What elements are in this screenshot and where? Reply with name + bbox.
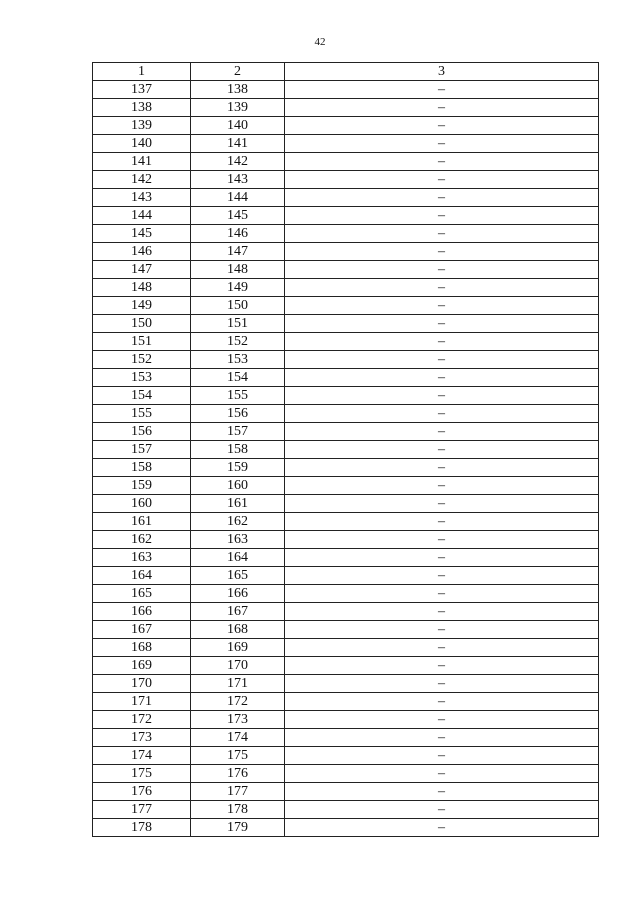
- table-row: [93, 387, 599, 405]
- table-cell-col-2: 153: [191, 351, 285, 369]
- table-cell-col-3: –: [285, 729, 599, 747]
- table-cell-col-1: 173: [93, 729, 191, 747]
- table-cell-col-1: 153: [93, 369, 191, 387]
- table-cell-col-2: 155: [191, 387, 285, 405]
- table-cell-col-2: 145: [191, 207, 285, 225]
- table-cell-col-1: 163: [93, 549, 191, 567]
- table-cell-col-2: 163: [191, 531, 285, 549]
- table-cell-col-2: 146: [191, 225, 285, 243]
- table-cell-col-2: 156: [191, 405, 285, 423]
- table-cell-col-2: 171: [191, 675, 285, 693]
- table-row: [93, 225, 599, 243]
- table-cell-col-1: 146: [93, 243, 191, 261]
- table-row: [93, 801, 599, 819]
- table-cell-col-1: 165: [93, 585, 191, 603]
- table-cell-col-3: –: [285, 747, 599, 765]
- table-row: [93, 729, 599, 747]
- table-cell-col-1: 164: [93, 567, 191, 585]
- table-cell-col-3: –: [285, 441, 599, 459]
- table-cell-col-2: 161: [191, 495, 285, 513]
- table-cell-col-2: 142: [191, 153, 285, 171]
- table-cell-col-2: 164: [191, 549, 285, 567]
- table-cell-col-1: 150: [93, 315, 191, 333]
- table-cell-col-1: 169: [93, 657, 191, 675]
- table-cell-col-3: –: [285, 117, 599, 135]
- table-cell-col-1: 170: [93, 675, 191, 693]
- table-row: [93, 603, 599, 621]
- table-cell-col-1: 143: [93, 189, 191, 207]
- table-cell-col-3: –: [285, 603, 599, 621]
- table-cell-col-3: –: [285, 351, 599, 369]
- table-row: [93, 765, 599, 783]
- table-cell-col-3: –: [285, 531, 599, 549]
- table-cell-col-2: 141: [191, 135, 285, 153]
- table-row: [93, 585, 599, 603]
- table-cell-col-1: 139: [93, 117, 191, 135]
- table-cell-col-2: 148: [191, 261, 285, 279]
- table-cell-col-1: 176: [93, 783, 191, 801]
- table-cell-col-3: –: [285, 261, 599, 279]
- table-cell-col-2: 166: [191, 585, 285, 603]
- table-row: [93, 81, 599, 99]
- table-cell-col-3: –: [285, 585, 599, 603]
- table-cell-col-1: 174: [93, 747, 191, 765]
- table-row: [93, 423, 599, 441]
- table-row: [93, 189, 599, 207]
- table-header-row: [93, 63, 599, 81]
- table-row: [93, 243, 599, 261]
- table-cell-col-2: 147: [191, 243, 285, 261]
- table-cell-col-3: –: [285, 639, 599, 657]
- table-cell-col-2: 177: [191, 783, 285, 801]
- table-cell-col-3: –: [285, 369, 599, 387]
- table-cell-col-1: 160: [93, 495, 191, 513]
- table-cell-col-1: 175: [93, 765, 191, 783]
- table-cell-col-2: 162: [191, 513, 285, 531]
- column-header-3: 3: [285, 63, 599, 81]
- table-cell-col-2: 143: [191, 171, 285, 189]
- table-cell-col-2: 167: [191, 603, 285, 621]
- table-cell-col-2: 140: [191, 117, 285, 135]
- table-cell-col-3: –: [285, 279, 599, 297]
- table-cell-col-3: –: [285, 315, 599, 333]
- table-row: [93, 171, 599, 189]
- table-cell-col-1: 137: [93, 81, 191, 99]
- table-row: [93, 747, 599, 765]
- table-cell-col-2: 174: [191, 729, 285, 747]
- table-cell-col-1: 171: [93, 693, 191, 711]
- table-cell-col-3: –: [285, 657, 599, 675]
- table-row: [93, 405, 599, 423]
- table-row: [93, 135, 599, 153]
- table-cell-col-3: –: [285, 405, 599, 423]
- table-cell-col-2: 159: [191, 459, 285, 477]
- table-cell-col-3: –: [285, 513, 599, 531]
- table-cell-col-1: 177: [93, 801, 191, 819]
- table-cell-col-3: –: [285, 765, 599, 783]
- table-row: [93, 99, 599, 117]
- table-cell-col-3: –: [285, 549, 599, 567]
- table-row: [93, 567, 599, 585]
- table-row: [93, 513, 599, 531]
- table-row: [93, 819, 599, 837]
- table-cell-col-3: –: [285, 135, 599, 153]
- table-cell-col-1: 141: [93, 153, 191, 171]
- table-cell-col-1: 149: [93, 297, 191, 315]
- table-cell-col-3: –: [285, 477, 599, 495]
- table-cell-col-3: –: [285, 423, 599, 441]
- table-cell-col-1: 138: [93, 99, 191, 117]
- table-cell-col-3: –: [285, 189, 599, 207]
- table-row: [93, 207, 599, 225]
- table-cell-col-3: –: [285, 783, 599, 801]
- table-cell-col-2: 179: [191, 819, 285, 837]
- table-row: [93, 297, 599, 315]
- table-cell-col-3: –: [285, 387, 599, 405]
- table-row: [93, 279, 599, 297]
- table-cell-col-1: 155: [93, 405, 191, 423]
- table-row: [93, 315, 599, 333]
- table-cell-col-3: –: [285, 225, 599, 243]
- table-cell-col-3: –: [285, 495, 599, 513]
- table-cell-col-2: 173: [191, 711, 285, 729]
- table-cell-col-2: 172: [191, 693, 285, 711]
- table-cell-col-2: 144: [191, 189, 285, 207]
- table-cell-col-1: 178: [93, 819, 191, 837]
- table-cell-col-2: 151: [191, 315, 285, 333]
- table-row: [93, 531, 599, 549]
- table-cell-col-3: –: [285, 99, 599, 117]
- table-cell-col-3: –: [285, 801, 599, 819]
- table-cell-col-2: 152: [191, 333, 285, 351]
- table-row: [93, 477, 599, 495]
- table-cell-col-2: 175: [191, 747, 285, 765]
- column-header-2: 2: [191, 63, 285, 81]
- table-row: [93, 711, 599, 729]
- table-cell-col-1: 158: [93, 459, 191, 477]
- table-row: [93, 657, 599, 675]
- page-number: 42: [314, 36, 326, 48]
- table-cell-col-3: –: [285, 693, 599, 711]
- table-cell-col-1: 159: [93, 477, 191, 495]
- table-row: [93, 783, 599, 801]
- table-cell-col-1: 161: [93, 513, 191, 531]
- table-cell-col-1: 172: [93, 711, 191, 729]
- table-row: [93, 621, 599, 639]
- table-row: [93, 459, 599, 477]
- table-cell-col-1: 144: [93, 207, 191, 225]
- table-cell-col-3: –: [285, 675, 599, 693]
- table-cell-col-1: 166: [93, 603, 191, 621]
- table-cell-col-2: 165: [191, 567, 285, 585]
- table-cell-col-2: 176: [191, 765, 285, 783]
- table-row: [93, 333, 599, 351]
- table-cell-col-1: 140: [93, 135, 191, 153]
- table-cell-col-1: 148: [93, 279, 191, 297]
- table-cell-col-3: –: [285, 81, 599, 99]
- table-cell-col-2: 138: [191, 81, 285, 99]
- table-cell-col-1: 151: [93, 333, 191, 351]
- table-cell-col-3: –: [285, 243, 599, 261]
- table-cell-col-1: 156: [93, 423, 191, 441]
- table-cell-col-2: 150: [191, 297, 285, 315]
- table-cell-col-1: 145: [93, 225, 191, 243]
- table-cell-col-3: –: [285, 333, 599, 351]
- table-cell-col-2: 158: [191, 441, 285, 459]
- table-cell-col-1: 142: [93, 171, 191, 189]
- table-cell-col-1: 168: [93, 639, 191, 657]
- data-table: [92, 62, 599, 837]
- table-cell-col-3: –: [285, 621, 599, 639]
- table-cell-col-2: 160: [191, 477, 285, 495]
- table-row: [93, 153, 599, 171]
- table-cell-col-3: –: [285, 171, 599, 189]
- table-row: [93, 117, 599, 135]
- table-row: [93, 495, 599, 513]
- table-cell-col-3: –: [285, 567, 599, 585]
- table-cell-col-3: –: [285, 711, 599, 729]
- table-cell-col-1: 167: [93, 621, 191, 639]
- table-cell-col-1: 162: [93, 531, 191, 549]
- table-cell-col-1: 152: [93, 351, 191, 369]
- table-cell-col-2: 168: [191, 621, 285, 639]
- table-cell-col-1: 147: [93, 261, 191, 279]
- table-row: [93, 549, 599, 567]
- table-cell-col-1: 157: [93, 441, 191, 459]
- table-cell-col-3: –: [285, 207, 599, 225]
- table-cell-col-3: –: [285, 459, 599, 477]
- table-cell-col-1: 154: [93, 387, 191, 405]
- table-row: [93, 441, 599, 459]
- table-cell-col-3: –: [285, 297, 599, 315]
- column-header-1: 1: [93, 63, 191, 81]
- table-row: [93, 693, 599, 711]
- table-row: [93, 675, 599, 693]
- table-cell-col-2: 178: [191, 801, 285, 819]
- table-row: [93, 351, 599, 369]
- table-cell-col-2: 154: [191, 369, 285, 387]
- table-row: [93, 369, 599, 387]
- table-cell-col-2: 169: [191, 639, 285, 657]
- table-cell-col-2: 170: [191, 657, 285, 675]
- table-row: [93, 639, 599, 657]
- table-cell-col-2: 157: [191, 423, 285, 441]
- table-cell-col-3: –: [285, 153, 599, 171]
- table-cell-col-2: 149: [191, 279, 285, 297]
- table-row: [93, 261, 599, 279]
- table-cell-col-2: 139: [191, 99, 285, 117]
- table-body: [93, 81, 599, 837]
- table-cell-col-3: –: [285, 819, 599, 837]
